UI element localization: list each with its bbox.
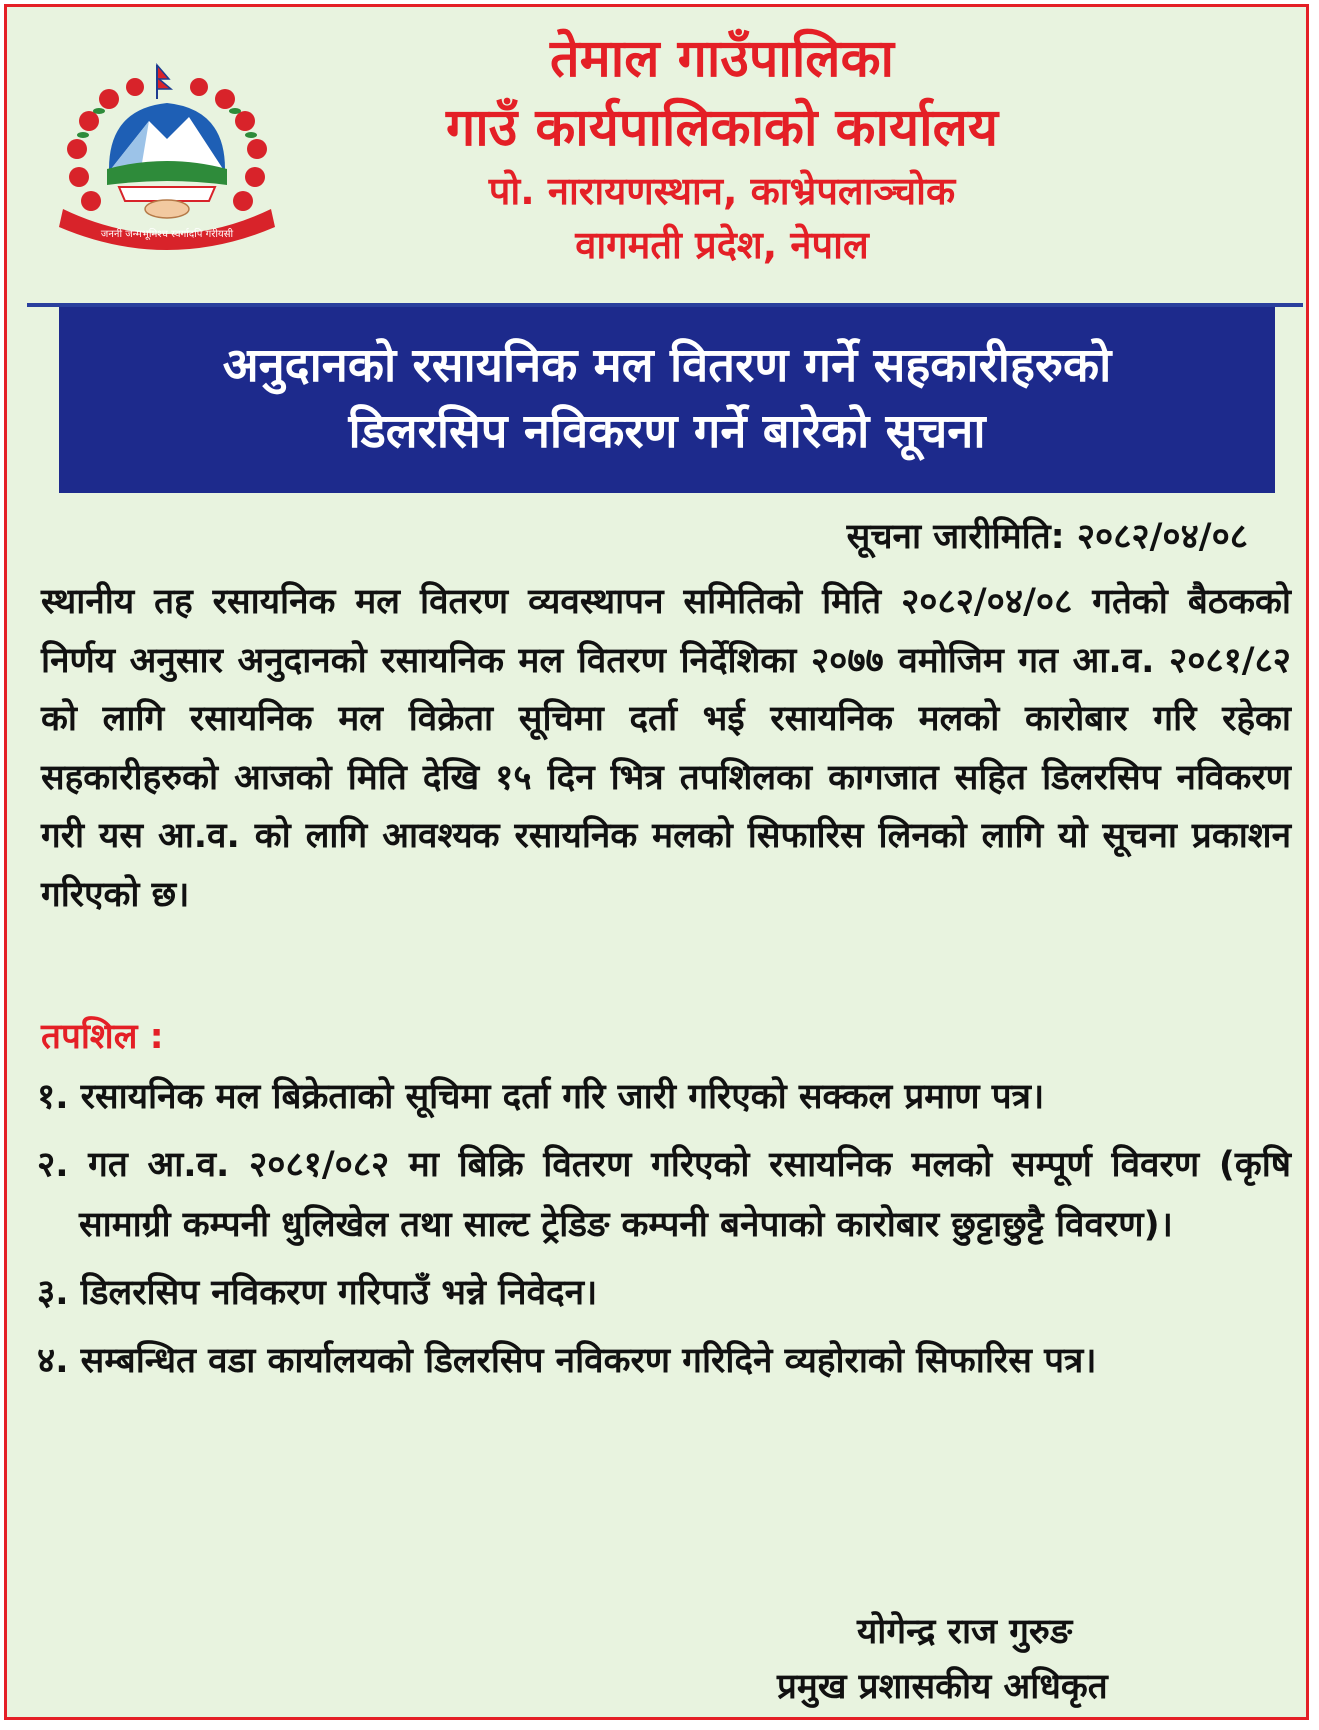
signatory-title: प्रमुख प्रशासकीय अधिकृत — [777, 1667, 1108, 1707]
office-header — [307, 25, 1137, 271]
office-address: पो. नारायणस्थान, काभ्रेपलाञ्चोक — [488, 169, 956, 213]
notice-page — [4, 4, 1309, 1720]
office-name: गाउँ कार्यपालिकाको कार्यालय — [446, 98, 998, 158]
list-item: २. गत आ.व. २०८१/०८२ मा बिक्रि वितरण गरिएको रसायनिक मलको सम्पूर्ण विवरण (कृषि सामाग्री कम्पनी धुलिखेल तथा साल्ट ट्रेडिङ कम्पनी बनेपाको कारोबार छुट्टाछुट्टै विवरण)। — [37, 1145, 1291, 1245]
list-item: ३. डिलरसिप नविकरण गरिपाउँ भन्ने निवेदन। — [37, 1273, 598, 1313]
notice-title-banner — [59, 307, 1275, 493]
notice-title-line2: डिलरसिप नविकरण गर्ने बारेको सूचना — [348, 404, 986, 459]
notice-title-line1: अनुदानको रसायनिक मल वितरण गर्ने सहकारीहरुको — [222, 338, 1112, 393]
issue-date: सूचना जारीमिति: २०८२/०४/०८ — [846, 517, 1248, 557]
municipality-name: तेमाल गाउँपालिका — [550, 29, 894, 89]
list-item: १. रसायनिक मल बिक्रेताको सूचिमा दर्ता गरि जारी गरिएको सक्कल प्रमाण पत्र। — [37, 1077, 1045, 1117]
province-country: वागमती प्रदेश, नेपाल — [575, 223, 869, 267]
list-item: ४. सम्बन्धित वडा कार्यालयको डिलरसिप नविकरण गरिदिने व्यहोराको सिफारिस पत्र। — [37, 1341, 1097, 1381]
notice-body: स्थानीय तह रसायनिक मल वितरण व्यवस्थापन समितिको मिति २०८२/०४/०८ गतेको बैठकको निर्णय अनुसार अनुदानको रसायनिक मल वितरण निर्देशिका २०७७ वमोजिम गत आ.व. २०८१/८२ को लागि रसायनिक मल विक्रेता सूचिमा दर्ता भई रसायनिक मलको कारोबार गरि रहेका सहकारीहरुको आजको मिति देखि १५ दिन भित्र तपशिलका कागजात सहित डिलरसिप नविकरण गरी यस आ.व. को लागि आवश्यक रसायनिक मलको सिफारिस लिनको लागि यो सूचना प्रकाशन गरिएको छ। — [41, 582, 1291, 915]
nepal-emblem-icon — [49, 59, 285, 259]
details-heading: तपशिल : — [41, 1017, 164, 1057]
signatory-name: योगेन्द्र राज गुरुङ — [857, 1612, 1073, 1652]
required-documents-list — [37, 1067, 1291, 1399]
svg-text:जननी जन्मभूमिश्च स्वर्गादपि गर: जननी जन्मभूमिश्च स्वर्गादपि गरीयसी — [100, 229, 234, 240]
